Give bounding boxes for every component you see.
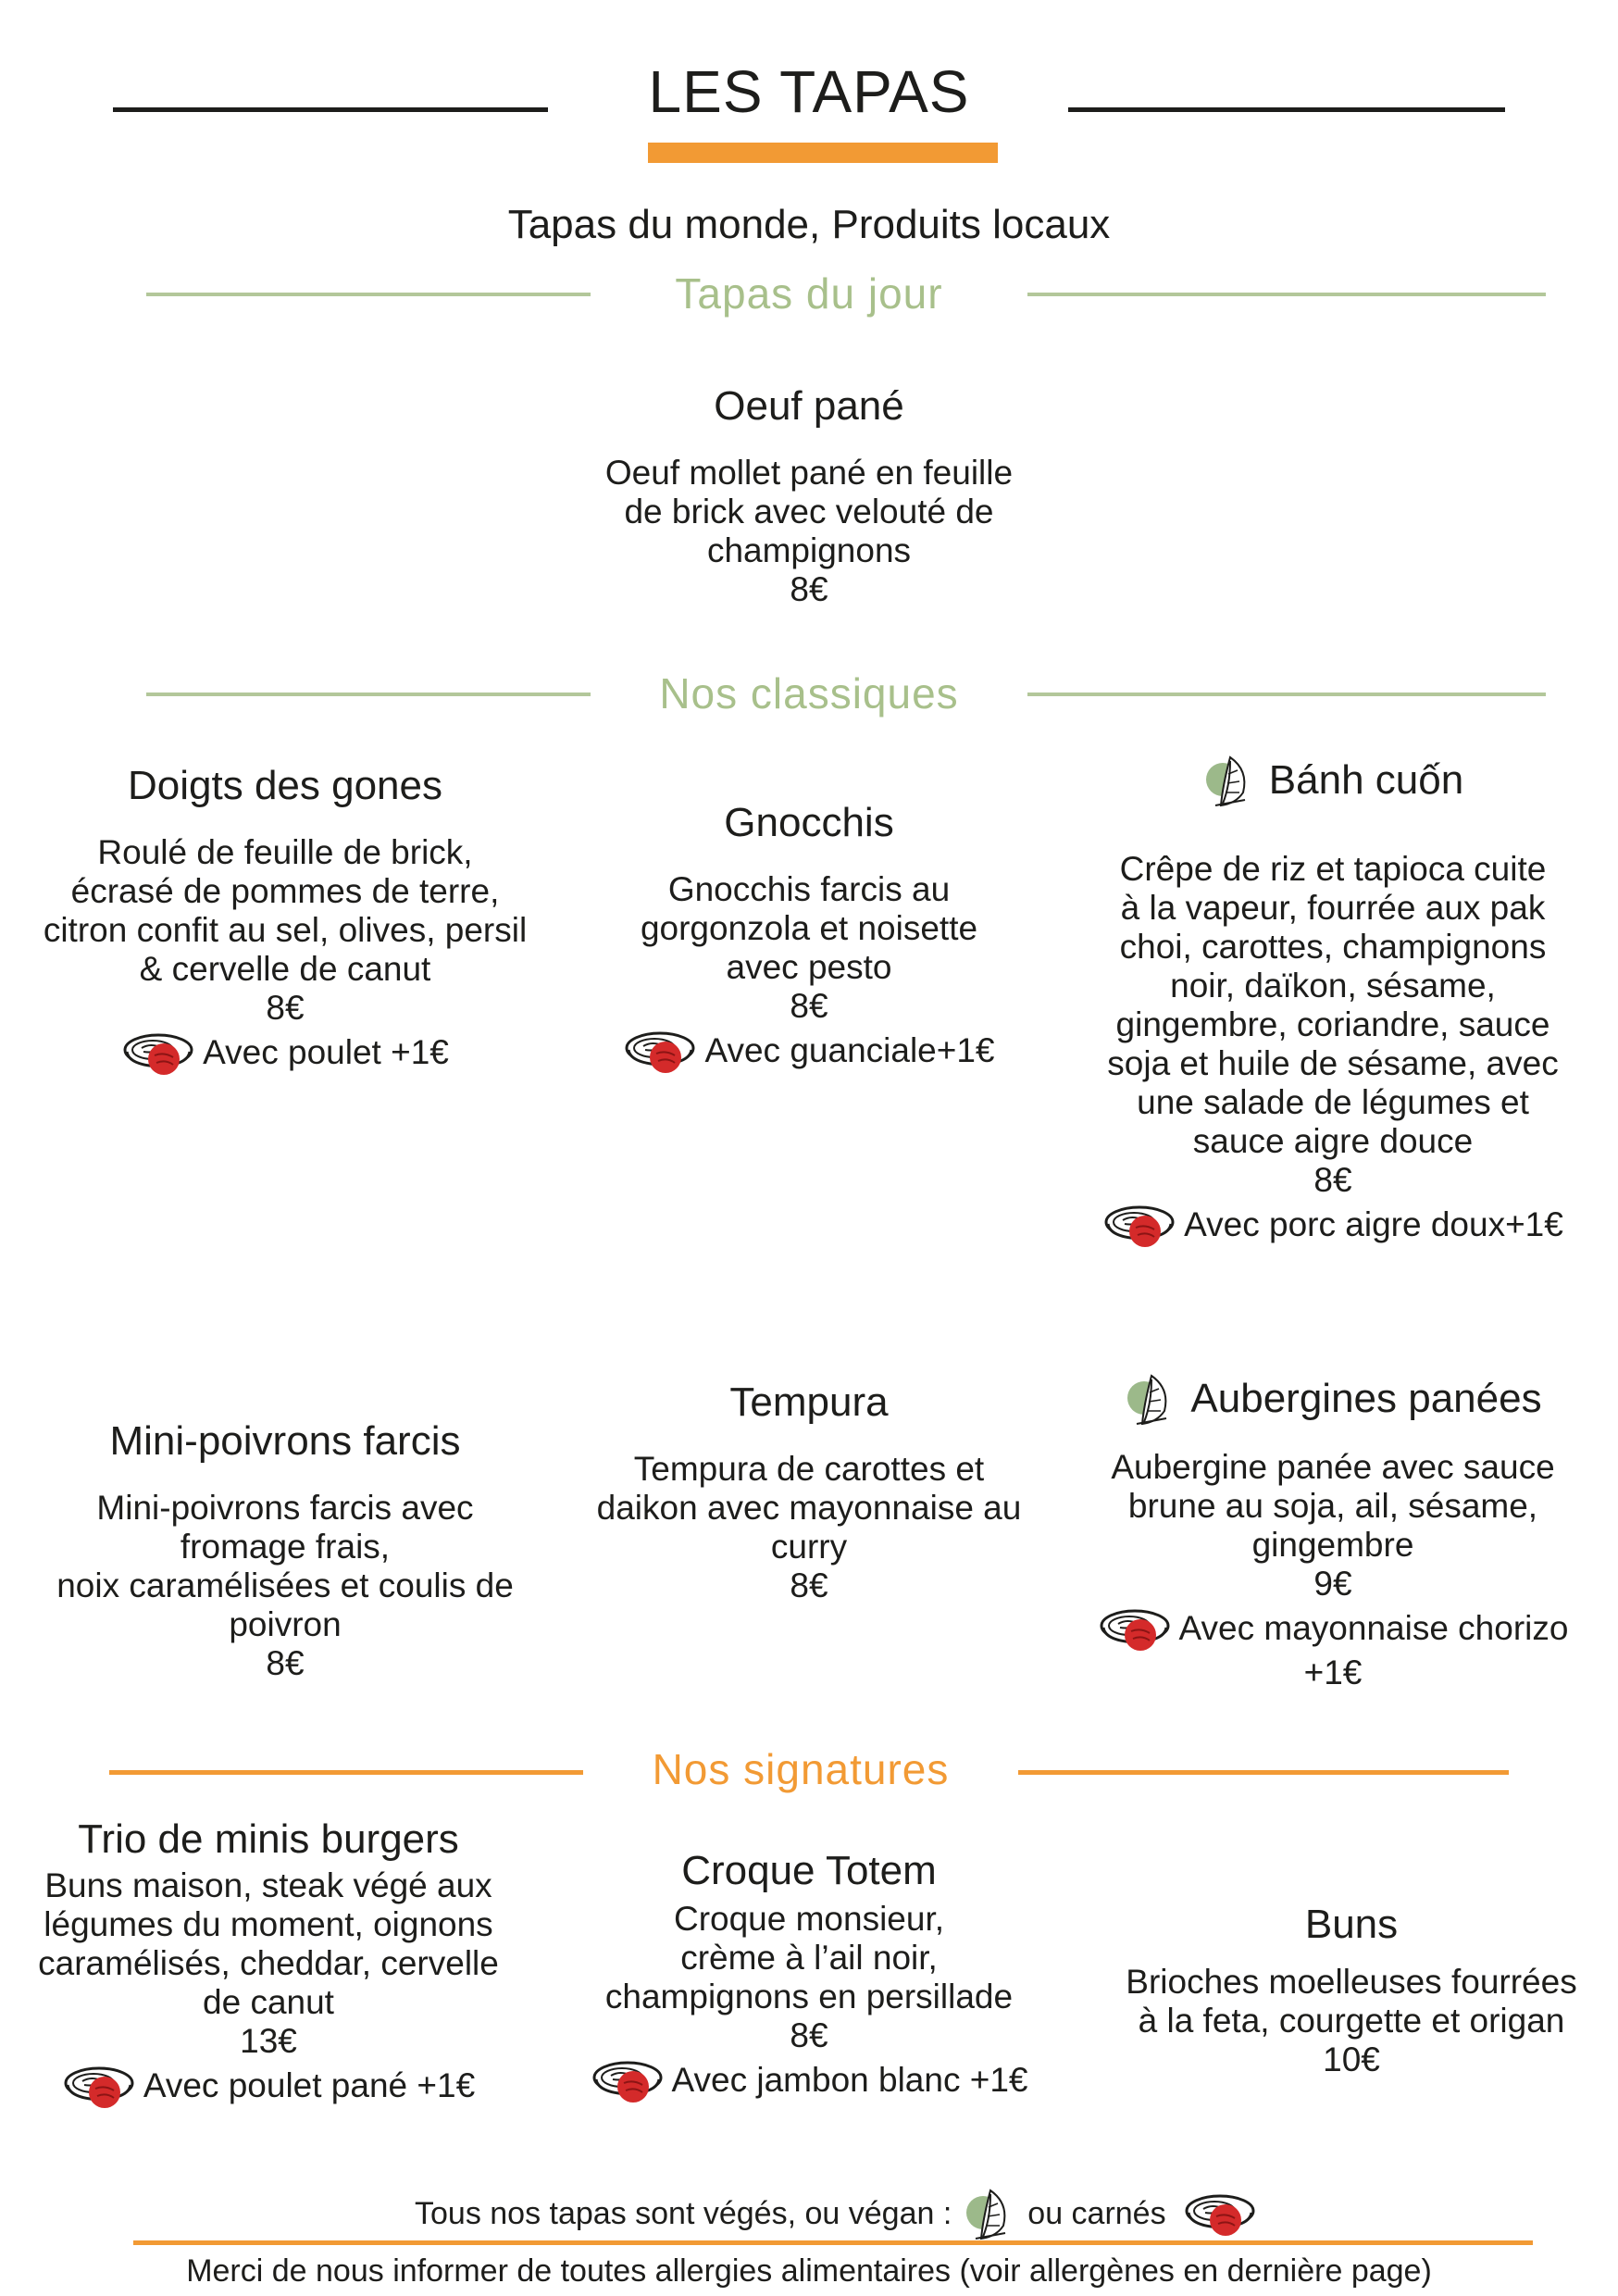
legend-text: Tous nos tapas sont végés, ou végan :	[415, 2195, 952, 2231]
dish-name: Trio de minis burgers	[78, 1816, 459, 1862]
dish-option	[1074, 1200, 1592, 1250]
desc-line: Brioches moelleuses fourrées	[1126, 1963, 1577, 2001]
option-label: Avec mayonnaise chorizo	[1178, 1609, 1569, 1647]
section-title-classiques: Nos classiques	[659, 669, 959, 718]
desc-line: Crêpe de riz et tapioca cuite	[1119, 850, 1547, 888]
desc-line: à la feta, courgette et origan	[1138, 2002, 1565, 2040]
dish-buns	[1092, 1900, 1611, 2079]
dish-price: 10€	[1323, 2040, 1380, 2078]
dish-description	[1092, 1963, 1611, 2079]
desc-line: gingembre	[1251, 1526, 1414, 1564]
desc-line: soja et huile de sésame, avec	[1107, 1044, 1559, 1082]
dish-price: 8€	[790, 570, 828, 608]
section-rule-right	[1018, 1770, 1509, 1775]
desc-line: champignons	[706, 531, 912, 569]
dish-price: 8€	[790, 2016, 828, 2054]
dish-price: 8€	[266, 1644, 305, 1682]
dish-name: Buns	[1304, 1902, 1399, 1947]
dish-gnocchis	[550, 798, 1068, 1076]
dish-banh-cuon	[1074, 752, 1592, 1250]
dish-name-row	[1074, 752, 1592, 809]
desc-line: Gnocchis farcis au	[667, 870, 951, 908]
dish-name: Mini-poivrons farcis	[109, 1418, 461, 1464]
subtitle: Tapas du monde, Produits locaux	[507, 202, 1111, 247]
dish-option	[1074, 1603, 1592, 1653]
dish-name: Doigts des gones	[128, 763, 442, 808]
desc-line: crème à l’ail noir,	[680, 1939, 938, 1977]
header-rule-right	[1068, 107, 1505, 112]
desc-line: gingembre, coriandre, sauce	[1115, 1005, 1550, 1043]
desc-line: daikon avec mayonnaise au	[596, 1489, 1022, 1527]
meat-steak-icon	[1183, 2189, 1257, 2239]
dish-name: Aubergines panées	[1190, 1376, 1542, 1421]
dish-description	[550, 1900, 1068, 2055]
desc-line: noir, daïkon, sésame,	[1170, 967, 1496, 1004]
dish-name: Oeuf pané	[714, 383, 904, 429]
section-rule-left	[146, 293, 591, 296]
desc-line: gorgonzola et noisette	[640, 909, 978, 947]
dish-description	[1074, 1448, 1592, 1603]
section-rule-left	[146, 693, 591, 696]
desc-line: sauce aigre douce	[1192, 1122, 1474, 1160]
option-label: Avec jambon blanc +1€	[671, 2061, 1028, 2099]
dish-price: 9€	[1313, 1565, 1352, 1603]
desc-line: de canut	[203, 1983, 334, 2021]
option-label: Avec poulet pané +1€	[143, 2066, 476, 2104]
desc-line: champignons en persillade	[604, 1978, 1014, 2015]
desc-line: Mini-poivrons farcis avec	[96, 1489, 474, 1527]
dish-name: Bánh cuốn	[1268, 757, 1464, 803]
dish-description	[550, 870, 1068, 1026]
dish-option	[550, 2055, 1068, 2105]
desc-line: brune au soja, ail, sésame,	[1127, 1487, 1538, 1525]
desc-line: avec pesto	[726, 948, 892, 986]
desc-line: légumes du moment, oignons	[44, 1905, 493, 1943]
dish-name: Tempura	[729, 1379, 889, 1425]
dish-description	[26, 1489, 544, 1683]
dish-oeuf-pane	[531, 381, 1087, 609]
section-title-jour: Tapas du jour	[675, 269, 943, 318]
meat-steak-icon	[62, 2061, 136, 2111]
meat-steak-icon	[591, 2055, 665, 2105]
desc-line: de brick avec velouté de	[624, 493, 994, 530]
desc-line: citron confit au sel, olives, persil	[43, 911, 528, 949]
dish-option	[550, 1026, 1068, 1076]
dish-mini-poivrons	[26, 1416, 544, 1683]
dish-description	[531, 454, 1087, 609]
dish-price: 8€	[790, 987, 828, 1025]
meat-steak-icon	[623, 1026, 697, 1076]
desc-line: curry	[770, 1528, 848, 1566]
desc-line: Croque monsieur,	[673, 1900, 945, 1938]
option-price: +1€	[1303, 1653, 1363, 1691]
desc-line: Roulé de feuille de brick,	[97, 833, 473, 871]
dish-description	[26, 833, 544, 1028]
legend	[415, 2185, 1257, 2242]
desc-line: noix caramélisées et coulis de	[56, 1566, 514, 1604]
dish-aubergines-panees	[1074, 1370, 1592, 1692]
desc-line: Buns maison, steak végé aux	[44, 1866, 492, 1904]
dish-description	[1074, 850, 1592, 1200]
dish-price: 8€	[266, 989, 305, 1027]
meat-steak-icon	[1102, 1200, 1176, 1250]
dish-description	[9, 1866, 528, 2061]
title-underline	[648, 143, 998, 163]
desc-line: & cervelle de canut	[139, 950, 431, 988]
desc-line: fromage frais,	[180, 1528, 391, 1566]
page-title: LES TAPAS	[648, 58, 970, 125]
section-rule-left	[109, 1770, 583, 1775]
dish-description	[550, 1450, 1068, 1605]
meat-steak-icon	[1098, 1603, 1172, 1653]
green-leaf-icon	[1202, 752, 1256, 809]
allergy-note: Merci de nous informer de toutes allergies alimentaires (voir allergènes en dernière page)	[186, 2253, 1432, 2289]
green-leaf-icon	[1124, 1370, 1177, 1428]
dish-option	[9, 2061, 528, 2111]
dish-name-row	[1074, 1370, 1592, 1428]
desc-line: choi, carottes, champignons	[1119, 928, 1547, 966]
desc-line: caramélisés, cheddar, cervelle	[38, 1944, 499, 1982]
dish-name: Croque Totem	[681, 1848, 937, 1893]
green-leaf-icon	[963, 2185, 1016, 2242]
dish-trio-minis-burgers	[9, 1815, 528, 2111]
dish-option	[26, 1028, 544, 1078]
dish-tempura	[550, 1378, 1068, 1605]
dish-name: Gnocchis	[724, 800, 894, 845]
dish-price: 8€	[790, 1566, 828, 1604]
desc-line: écrasé de pommes de terre,	[70, 872, 500, 910]
dish-price: 8€	[1313, 1161, 1352, 1199]
option-label: Avec porc aigre doux+1€	[1184, 1205, 1563, 1243]
desc-line: à la vapeur, fourrée aux pak	[1120, 889, 1546, 927]
dish-price: 13€	[240, 2022, 297, 2060]
dish-croque-totem	[550, 1846, 1068, 2105]
dish-doigts-des-gones	[26, 761, 544, 1078]
option-label: Avec poulet +1€	[203, 1033, 449, 1071]
meat-steak-icon	[121, 1028, 195, 1078]
section-rule-right	[1027, 693, 1546, 696]
section-rule-right	[1027, 293, 1546, 296]
footer-rule	[133, 2240, 1533, 2245]
desc-line: une salade de légumes et	[1137, 1083, 1529, 1121]
section-title-signatures: Nos signatures	[652, 1745, 950, 1793]
desc-line: poivron	[229, 1605, 342, 1643]
desc-line: Tempura de carottes et	[633, 1450, 985, 1488]
header-rule-left	[113, 107, 548, 112]
legend-text: ou carnés	[1027, 2195, 1166, 2231]
desc-line: Oeuf mollet pané en feuille	[604, 454, 1014, 492]
option-label: Avec guanciale+1€	[704, 1031, 995, 1069]
desc-line: Aubergine panée avec sauce	[1111, 1448, 1555, 1486]
